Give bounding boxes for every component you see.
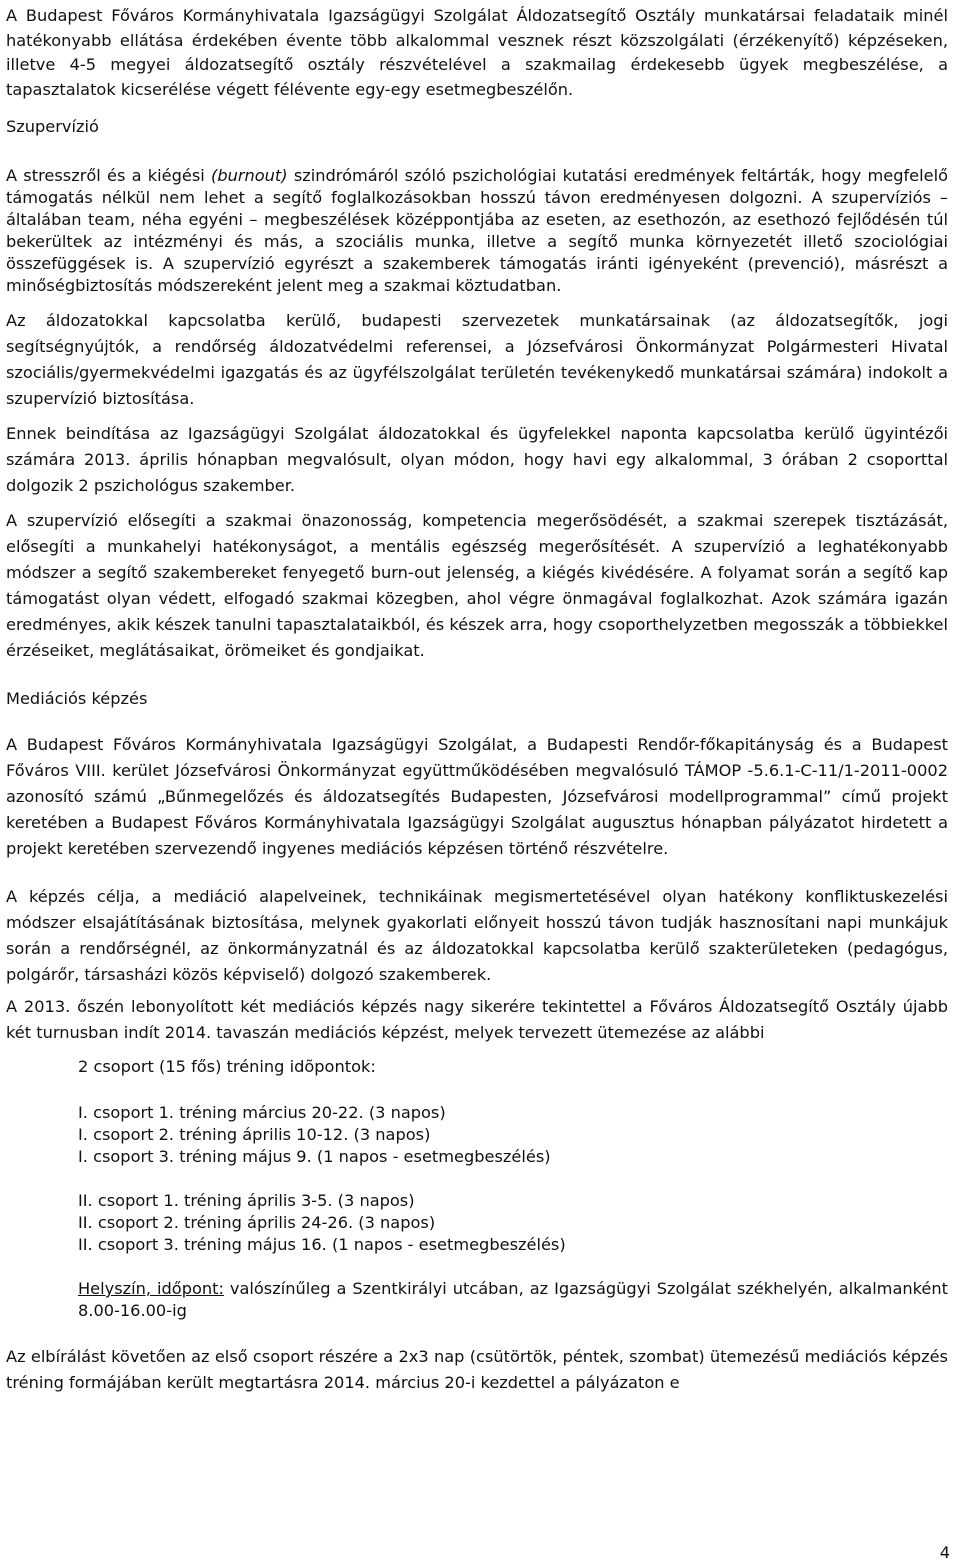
schedule-intro-paragraph: A 2013. őszén lebonyolított két mediációs képzés nagy sikerére tekintettel a Főváros Áldozatsegítő Osztály újabb két turnusban indít 2014. tavaszán mediációs képzést, melyek tervezett ütemezése az alábbi	[6, 997, 948, 1042]
list-item: I. csoport 3. tréning május 9. (1 napos - esetmegbeszélés)	[78, 1147, 551, 1166]
supervision-paragraph	[6, 165, 948, 297]
mediation-project-paragraph: A Budapest Főváros Kormányhivatala Igazságügyi Szolgálat, a Budapesti Rendőr-főkapitányság és a Budapest Főváros VIII. kerület Józsefvárosi Önkormányzat együttműködésében megvalósuló TÁMOP -5.6.1-C-11/1-2011-0002 azonosító számú „Bűnmegelőzés és áldozatsegítés Budapesten, Józsefvárosi modellprogrammal” című projekt keretében a Budapest Főváros Kormányhivatala Igazságügyi Szolgálat augusztus hónapban pályázatot hirdetett a projekt keretében szervezendő ingyenes mediációs képzésen történő részvételre.	[6, 735, 948, 858]
location-text: valószínűleg a Szentkirályi utcában, az Igazságügyi Szolgálat székhelyén, alkalmanként 8.00-16.00-ig	[78, 1279, 948, 1320]
list-item: I. csoport 1. tréning március 20-22. (3 napos)	[78, 1103, 446, 1122]
training-goal-paragraph: A képzés célja, a mediáció alapelveinek, technikáinak megismertetésével olyan hatékony konfliktuskezelési módszer elsajátításának biztosítása, melynek gyakorlati előnyeit hosszú távon tudják hasznosítani napi munkájuk során a rendőrségnél, az önkormányzatnál és az áldozatokkal kapcsolatba kerülő szakterületeken (pedagógus, polgárőr, társasházi közös képviselő) dolgozó szakemberek.	[6, 887, 948, 984]
supervision-text-c: szindrómáról szóló pszichológiai kutatási eredmények feltárták, hogy megfelelő támogatás nélkül nem lehet a segítő foglalkozásokban hosszú távon eredményesen dolgozni. A szupervíziós – általában team, néha egyéni – megbeszélések középpontjába az eseten, az esethozón, az esethozó fejlődésén túl bekerültek az intézményi és más, a szociális munka, illetve a segítő munka környezetét illető szociológiai összefüggések is. A szupervízió egyrészt a szakemberek támogatás iránti igényeként (prevenció), másrészt a minőségbiztosítás módszereként jelent meg a szakmai köztudatban.	[6, 166, 948, 295]
list-item: II. csoport 1. tréning április 3-5. (3 napos)	[78, 1191, 415, 1210]
location-label: Helyszín, időpont:	[78, 1279, 224, 1298]
schedule-block	[6, 1056, 948, 1322]
schedule-title: 2 csoport (15 fős) tréning idõpontok:	[78, 1057, 376, 1076]
location-note	[78, 1278, 948, 1322]
page-number: 4	[939, 1543, 950, 1562]
heading-mediation: Mediációs képzés	[6, 689, 148, 708]
benefits-paragraph: A szupervízió elősegíti a szakmai önazonosság, kompetencia megerősödését, a szakmai szerepek tisztázását, elősegíti a munkahelyi hatékonyságot, a mentális egészség megerősítését. A szupervízió a leghatékonyabb módszer a segítő szakembereket fenyegető burn-out jelenség, a kiégés kivédésére. A folyamat során a segítő kap támogatást olyan védett, elfogadó szakmai közegben, ahol végre önmagával foglalkozhat. Azok számára igazán eredményes, akik készek tanulni tapasztalataikból, és készek arra, hogy csoporthelyzetben megosszák a többiekkel érzéseiket, meglátásaikat, örömeiket és gondjaikat.	[6, 511, 948, 660]
document-page	[6, 4, 948, 1396]
burnout-term: (burnout)	[211, 166, 288, 185]
list-item: I. csoport 2. tréning április 10-12. (3 napos)	[78, 1125, 431, 1144]
heading-supervision: Szupervízió	[6, 117, 99, 136]
intro-paragraph: A Budapest Főváros Kormányhivatala Igazságügyi Szolgálat Áldozatsegítő Osztály munkatársai feladataik minél hatékonyabb ellátása érdekében évente több alkalommal vesznek részt közszolgálati (érzékenyítő) képzéseken, illetve 4-5 megyei áldozatsegítő osztály részvételével a szakmailag érdekesebb ügyek megbeszélése, a tapasztalatok kicserélése végett félévente egy-egy esetmegbeszélőn.	[6, 6, 948, 99]
group-1-schedule	[78, 1102, 948, 1168]
list-item: II. csoport 2. tréning április 24-26. (3 napos)	[78, 1213, 436, 1232]
supervision-text-a: A stresszről és a kiégési	[6, 166, 211, 185]
list-item: II. csoport 3. tréning május 16. (1 napos - esetmegbeszélés)	[78, 1235, 566, 1254]
evaluation-paragraph: Az elbírálást követően az első csoport részére a 2x3 nap (csütörtök, péntek, szombat) ütemezésű mediációs képzés tréning formájában került megtartásra 2014. március 20-i kezdettel a pályázaton e	[6, 1347, 948, 1392]
organizations-paragraph: Az áldozatokkal kapcsolatba kerülő, budapesti szervezetek munkatársainak (az áldozatsegítők, jogi segítségnyújtók, a rendőrség áldozatvédelmi referensei, a Józsefvárosi Önkormányzat Polgármesteri Hivatal szociális/gyermekvédelmi igazgatás és az ügyfélszolgálat területén tevékenykedő munkatársai számára) indokolt a szupervízió biztosítása.	[6, 311, 948, 408]
group-2-schedule	[78, 1190, 948, 1256]
launch-paragraph: Ennek beindítása az Igazságügyi Szolgálat áldozatokkal és ügyfelekkel naponta kapcsolatba kerülő ügyintézői számára 2013. április hónapban megvalósult, olyan módon, hogy havi egy alkalommal, 3 órában 2 csoporttal dolgozik 2 pszichológus szakember.	[6, 424, 948, 495]
